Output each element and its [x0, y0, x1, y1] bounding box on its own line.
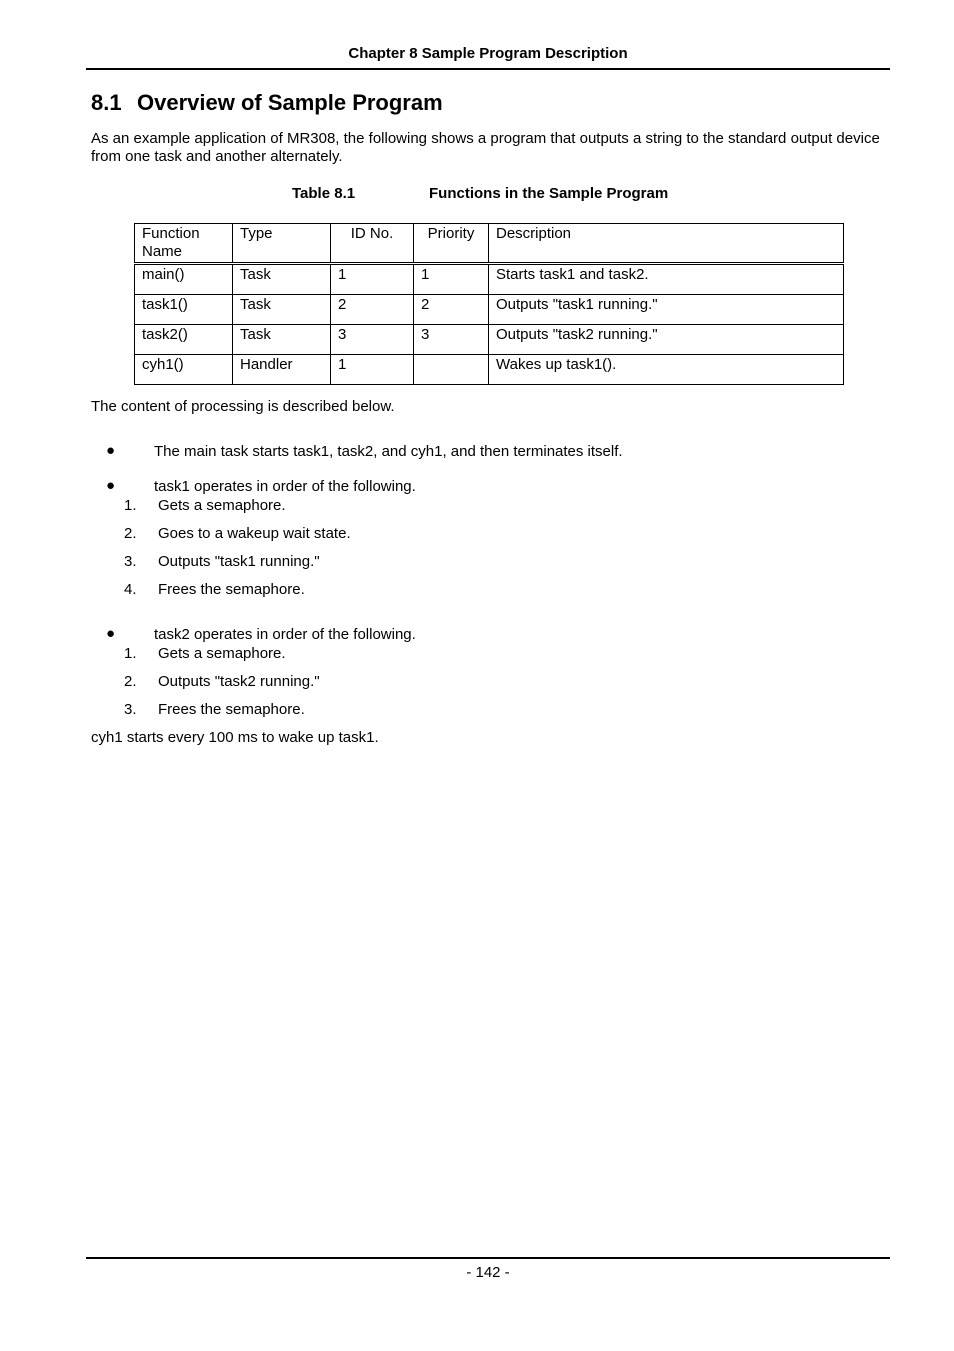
step-number: 2.: [124, 525, 137, 542]
table-cell: 3: [331, 325, 414, 355]
step-item: Outputs "task1 running.": [158, 553, 320, 570]
step-item: Gets a semaphore.: [158, 645, 286, 662]
bullet-icon: ●: [106, 477, 116, 494]
step-item: Frees the semaphore.: [158, 581, 305, 598]
table-cell: 1: [331, 264, 414, 295]
step-number: 2.: [124, 673, 137, 690]
table-cell: 3: [414, 325, 489, 355]
footer-rule: [86, 1257, 890, 1259]
table-cell: Outputs "task1 running.": [489, 295, 844, 325]
chapter-header: Chapter 8 Sample Program Description: [348, 45, 628, 62]
table-cell: Starts task1 and task2.: [489, 264, 844, 295]
step-item: Frees the semaphore.: [158, 701, 305, 718]
section-number: 8.1: [91, 90, 122, 115]
section-heading: [91, 90, 443, 116]
table-header-cell: ID No.: [331, 224, 414, 264]
bullet-item: The main task starts task1, task2, and cyh1, and then terminates itself.: [154, 443, 623, 460]
step-item: Goes to a wakeup wait state.: [158, 525, 351, 542]
bullet-item: task1 operates in order of the following.: [154, 478, 416, 495]
table-cell: Wakes up task1().: [489, 355, 844, 385]
table-cell: cyh1(): [135, 355, 233, 385]
functions-table: [134, 223, 844, 385]
table-cell: task2(): [135, 325, 233, 355]
table-caption-label: Table 8.1: [292, 185, 356, 202]
table-cell: Task: [233, 295, 331, 325]
table-cell: Outputs "task2 running.": [489, 325, 844, 355]
step-number: 4.: [124, 581, 137, 598]
table-cell: 2: [331, 295, 414, 325]
closing-paragraph: cyh1 starts every 100 ms to wake up task1.: [91, 729, 379, 746]
table-row: [135, 264, 844, 295]
table-cell: 2: [414, 295, 489, 325]
table-cell: [414, 355, 489, 385]
table-cell: 1: [331, 355, 414, 385]
table-header-cell: Function Name: [135, 224, 233, 264]
step-number: 3.: [124, 553, 137, 570]
table-header-cell: Priority: [414, 224, 489, 264]
bullet-item: task2 operates in order of the following.: [154, 626, 416, 643]
bullet-icon: ●: [106, 442, 116, 459]
step-number: 1.: [124, 497, 137, 514]
step-number: 1.: [124, 645, 137, 662]
bullet-icon: ●: [106, 625, 116, 642]
table-header-cell: Type: [233, 224, 331, 264]
step-item: Gets a semaphore.: [158, 497, 286, 514]
processing-intro: The content of processing is described below.: [91, 398, 395, 415]
table-cell: task1(): [135, 295, 233, 325]
intro-paragraph: As an example application of MR308, the following shows a program that outputs a string to the standard output device from one task and another alternately.: [91, 130, 880, 165]
table-cell: Handler: [233, 355, 331, 385]
page-number: - 142 -: [466, 1264, 510, 1281]
header-rule: [86, 68, 890, 70]
table-row: [135, 355, 844, 385]
table-caption-title: Functions in the Sample Program: [429, 185, 669, 202]
step-number: 3.: [124, 701, 137, 718]
step-item: Outputs "task2 running.": [158, 673, 320, 690]
table-cell: main(): [135, 264, 233, 295]
table-header-row: [135, 224, 844, 264]
table-cell: 1: [414, 264, 489, 295]
table-cell: Task: [233, 264, 331, 295]
section-title: Overview of Sample Program: [137, 90, 443, 115]
table-header-cell: Description: [489, 224, 844, 264]
table-row: [135, 325, 844, 355]
table-cell: Task: [233, 325, 331, 355]
table-row: [135, 295, 844, 325]
